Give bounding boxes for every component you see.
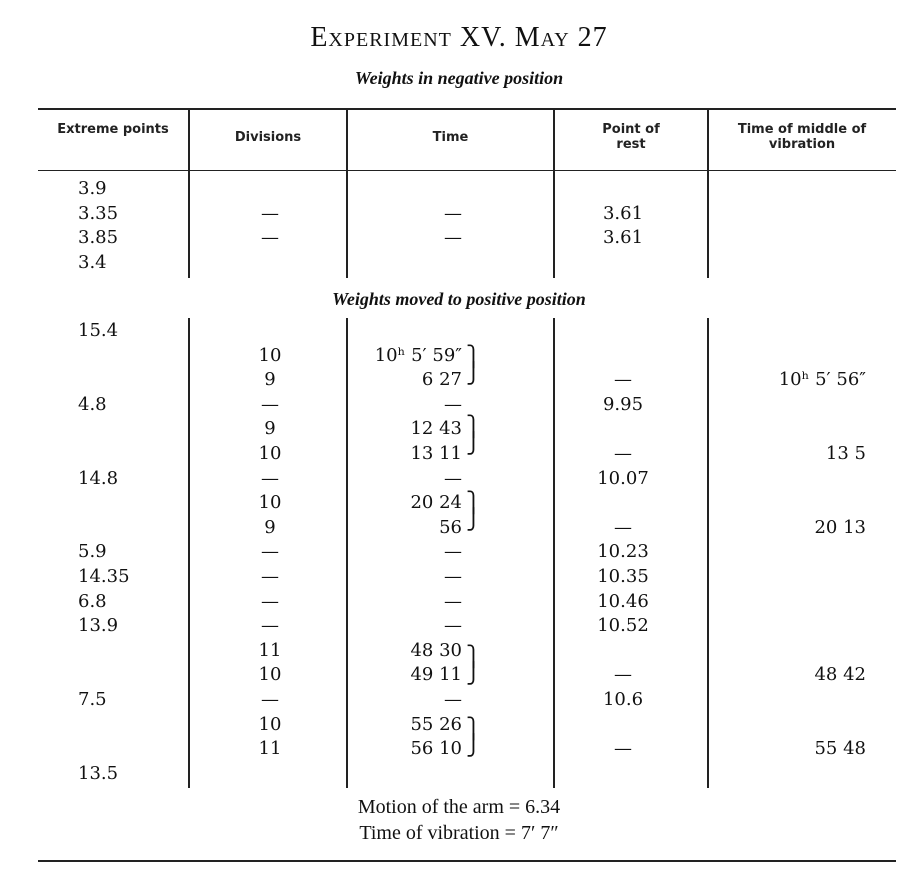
time-cell: — — [444, 227, 462, 248]
time-cell: 48 30 — [410, 639, 462, 661]
time-cell: — — [444, 202, 462, 224]
extreme-points-cell: 13.9 — [78, 615, 119, 637]
time-cell: — — [444, 393, 462, 415]
time-cell: — — [444, 615, 462, 637]
brace-icon: ⎫ ⎭ — [466, 644, 481, 685]
page-title: Experiment XV. May 27 — [310, 22, 608, 53]
header-time: Time — [432, 130, 469, 145]
divisions-cell: 10 — [258, 443, 282, 464]
point-of-rest-cell: — — [614, 516, 632, 538]
time-cell: 56 — [439, 516, 462, 538]
col-divider — [553, 110, 555, 278]
brace-icon: ⎫ ⎭ — [466, 490, 481, 531]
point-of-rest-cell: 10.52 — [597, 615, 649, 637]
time-cell: 13 11 — [410, 443, 462, 464]
divisions-cell: 10 — [258, 713, 282, 735]
subtitle-positive: Weights moved to positive position — [332, 289, 586, 309]
time-cell: — — [444, 590, 462, 612]
extreme-points-cell: 13.5 — [78, 762, 119, 784]
divisions-cell: 10 — [258, 492, 282, 514]
time-of-vibration: Time of vibration = 7′ 7″ — [359, 822, 559, 844]
middle-of-vibration-cell: 13 5 — [825, 443, 866, 464]
point-of-rest-cell: — — [614, 443, 632, 464]
extreme-points-cell: 6.8 — [78, 590, 107, 612]
table-top-rule — [38, 108, 896, 110]
col-divider — [553, 318, 555, 788]
brace-icon: ⎫ ⎭ — [466, 716, 481, 757]
time-cell: 6 27 — [421, 369, 462, 391]
point-of-rest-cell: 9.95 — [602, 393, 644, 415]
header-point-of-rest: Point of rest — [602, 122, 660, 152]
extreme-points-cell: 14.35 — [78, 566, 130, 587]
header-bottom-rule — [38, 170, 896, 171]
divisions-cell: — — [261, 541, 279, 563]
time-cell: 55 26 — [410, 713, 462, 735]
divisions-cell: — — [261, 615, 279, 637]
extreme-points-cell: 3.85 — [78, 227, 119, 248]
middle-of-vibration-cell: 48 42 — [814, 664, 866, 686]
divisions-cell: — — [261, 393, 279, 415]
point-of-rest-cell: 3.61 — [602, 227, 644, 248]
divisions-cell: — — [261, 689, 279, 710]
time-cell: 10ʰ 5′ 59″ — [374, 344, 462, 366]
extreme-points-cell: 4.8 — [78, 393, 107, 415]
point-of-rest-cell: — — [614, 369, 632, 391]
time-cell: — — [444, 689, 462, 710]
divisions-cell: 10 — [258, 664, 282, 686]
divisions-cell: 10 — [258, 344, 282, 366]
middle-of-vibration-cell: 20 13 — [814, 516, 866, 538]
extreme-points-cell: 3.35 — [78, 202, 119, 224]
time-cell: 12 43 — [410, 418, 462, 440]
point-of-rest-cell: 10.07 — [597, 467, 649, 489]
middle-of-vibration-cell: 10ʰ 5′ 56″ — [778, 369, 866, 391]
time-cell: — — [444, 541, 462, 563]
divisions-cell: — — [261, 227, 279, 248]
col-divider — [346, 318, 348, 788]
point-of-rest-cell: 3.61 — [602, 202, 644, 224]
divisions-cell: 11 — [258, 639, 282, 661]
time-cell: 56 10 — [410, 738, 462, 760]
point-of-rest-cell: — — [614, 664, 632, 686]
col-divider — [707, 318, 709, 788]
divisions-cell: — — [261, 566, 279, 587]
extreme-points-cell: 15.4 — [78, 320, 119, 341]
divisions-cell: 11 — [258, 738, 282, 760]
divisions-cell: — — [261, 202, 279, 224]
point-of-rest-cell: 10.46 — [597, 590, 649, 612]
time-cell: 20 24 — [410, 492, 462, 514]
point-of-rest-cell: 10.6 — [602, 689, 644, 710]
extreme-points-cell: 5.9 — [78, 541, 107, 563]
subtitle-negative: Weights in negative position — [354, 68, 564, 88]
divisions-cell: — — [261, 467, 279, 489]
point-of-rest-cell: — — [614, 738, 632, 760]
extreme-points-cell: 3.4 — [78, 251, 107, 273]
divisions-cell: 9 — [264, 418, 276, 440]
point-of-rest-cell: 10.23 — [597, 541, 649, 563]
table-bottom-rule — [38, 860, 896, 862]
col-divider — [188, 318, 190, 788]
header-divisions: Divisions — [234, 130, 302, 145]
col-divider — [707, 110, 709, 278]
brace-icon: ⎫ ⎭ — [466, 344, 481, 385]
time-cell: 49 11 — [410, 664, 462, 686]
time-cell: — — [444, 467, 462, 489]
motion-of-arm: Motion of the arm = 6.34 — [357, 796, 561, 818]
middle-of-vibration-cell: 55 48 — [814, 738, 866, 760]
extreme-points-cell: 14.8 — [78, 467, 119, 489]
extreme-points-cell: 3.9 — [78, 178, 107, 199]
extreme-points-cell: 7.5 — [78, 689, 107, 710]
divisions-cell: — — [261, 590, 279, 612]
header-time-of-middle: Time of middle of vibration — [737, 122, 867, 152]
brace-icon: ⎫ ⎭ — [466, 414, 481, 455]
divisions-cell: 9 — [264, 516, 276, 538]
header-extreme-points: Extreme points — [57, 122, 169, 137]
point-of-rest-cell: 10.35 — [597, 566, 649, 587]
time-cell: — — [444, 566, 462, 587]
divisions-cell: 9 — [264, 369, 276, 391]
